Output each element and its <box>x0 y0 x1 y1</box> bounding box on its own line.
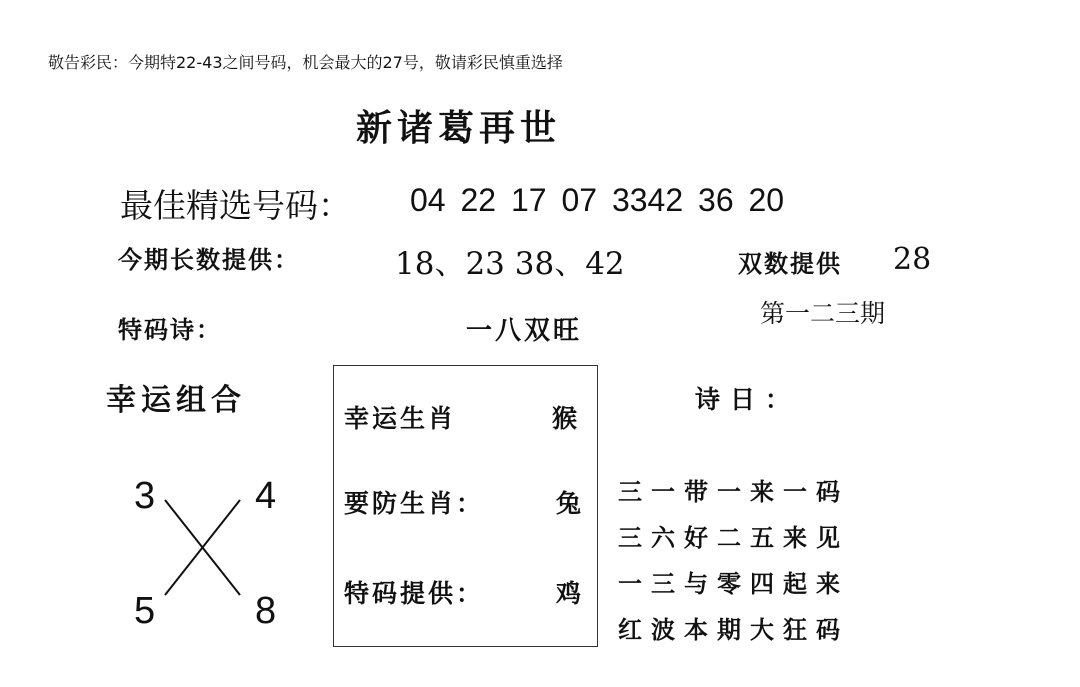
poem-line: 三六好二五来见 <box>618 524 849 552</box>
special-poem-text: 一八双旺 <box>466 316 583 346</box>
lucky-zodiac-label: 幸运生肖 <box>344 404 457 433</box>
poem-heading: 诗日： <box>695 385 801 414</box>
zodiac-box <box>333 365 598 647</box>
even-numbers-label: 双数提供 <box>738 250 842 278</box>
combo-number-top-right: 4 <box>255 475 277 517</box>
long-numbers-label: 今期长数提供： <box>118 246 300 274</box>
poem-line: 三一带一来一码 <box>618 478 849 506</box>
cross-lines-icon <box>155 495 250 600</box>
lucky-zodiac-value: 猴 <box>552 404 578 433</box>
poem-line: 一三与零四起来 <box>618 570 849 598</box>
period-label: 第一二三期 <box>760 299 886 328</box>
best-numbers-label: 最佳精选号码： <box>120 186 351 225</box>
best-numbers-value: 04 22 17 07 3342 36 20 <box>410 182 785 218</box>
combo-number-bottom-right: 8 <box>255 590 277 632</box>
notice-text: 敬告彩民：今期特22-43之间号码，机会最大的27号，敬请彩民慎重选择 <box>48 53 563 72</box>
special-poem-label: 特码诗： <box>118 316 222 344</box>
special-zodiac-value: 鸡 <box>556 579 582 608</box>
special-zodiac-label: 特码提供： <box>344 579 485 608</box>
avoid-zodiac-label: 要防生肖： <box>344 489 485 518</box>
lucky-combo-label: 幸运组合 <box>106 383 246 418</box>
long-numbers-value: 18、23 38、42 <box>395 246 625 282</box>
avoid-zodiac-value: 兔 <box>556 489 582 518</box>
poem-line: 红波本期大狂码 <box>618 616 849 644</box>
combo-number-top-left: 3 <box>134 475 156 517</box>
even-numbers-value: 28 <box>893 242 932 277</box>
page-title: 新诸葛再世 <box>356 108 562 149</box>
combo-number-bottom-left: 5 <box>134 590 156 632</box>
